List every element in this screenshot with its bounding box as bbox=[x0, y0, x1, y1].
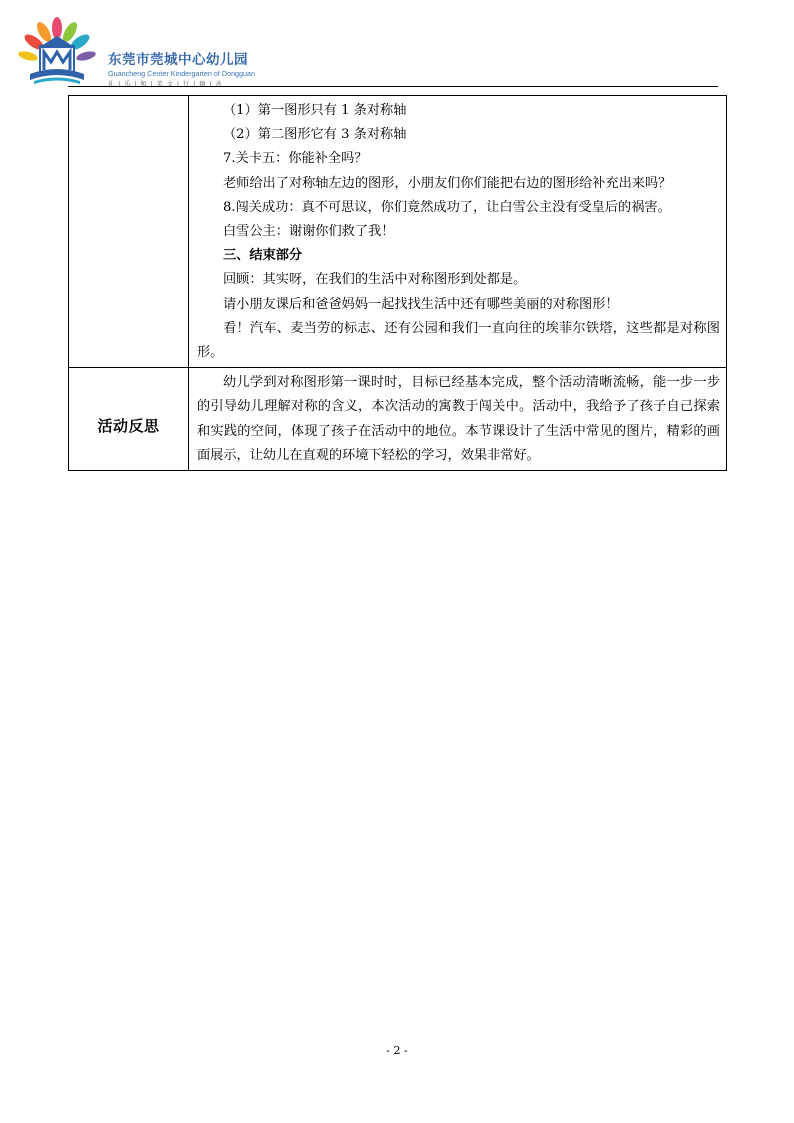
reflection-label: 活动反思 bbox=[97, 417, 160, 436]
kindergarten-logo-icon bbox=[16, 14, 98, 90]
school-name: 东莞市莞城中心幼儿园 bbox=[108, 52, 248, 68]
table-row bbox=[69, 368, 727, 471]
text-paragraph: 8.闯关成功：真不可思议，你们竟然成功了，让白雪公主没有受皇后的祸害。 bbox=[223, 199, 671, 215]
text-line: 白雪公主：谢谢你们救了我！ bbox=[223, 224, 395, 240]
reflection-text: 幼儿学到对称图形第一课时时，目标已经基本完成，整个活动清晰流畅，能一步一步的引导幼儿理解对称的含义，本次活动的寓教于闯关中。活动中，我给予了孩子自己探索和实践的空间，体现了孩子在活动中的地位。本节课设计了生活中常见的图片，精彩的画面展示，让幼儿在直观的环境下轻松的学习，效果非常好。 bbox=[197, 375, 720, 463]
text-paragraph: 看！汽车、麦当劳的标志、还有公园和我们一直向往的埃菲尔铁塔，这些都是对称图形。 bbox=[197, 320, 720, 361]
text-line: （2）第二图形它有 3 条对称轴 bbox=[223, 127, 407, 143]
reflection-content-cell bbox=[189, 368, 727, 471]
section-heading: 三、结束部分 bbox=[223, 248, 303, 264]
school-name-english: Guancheng Center Kindergarten of Dongguan bbox=[108, 69, 256, 78]
lesson-plan-table bbox=[68, 95, 727, 471]
page-number: - 2 - bbox=[386, 1044, 408, 1057]
activity-process-cell bbox=[189, 96, 727, 368]
text-line: 请小朋友课后和爸爸妈妈一起找找生活中还有哪些美丽的对称图形！ bbox=[223, 296, 619, 312]
empty-label-cell bbox=[69, 96, 189, 368]
header-rule bbox=[68, 86, 718, 87]
school-motto: 礼 | 乐 | 和 | 美 文 | 行 | 德 | 善 bbox=[108, 81, 223, 88]
text-paragraph: 老师给出了对称轴左边的图形，小朋友们你们能把右边的图形给补充出来吗？ bbox=[223, 175, 672, 191]
reflection-label-cell bbox=[69, 368, 189, 471]
table-row bbox=[69, 96, 727, 368]
page-header bbox=[0, 0, 794, 90]
text-line: （1）第一图形只有 1 条对称轴 bbox=[223, 103, 407, 118]
school-brand bbox=[108, 48, 255, 88]
text-line: 回顾：其实呀，在我们的生活中对称图形到处都是。 bbox=[223, 272, 527, 288]
text-line: 7.关卡五：你能补全吗？ bbox=[223, 151, 368, 167]
